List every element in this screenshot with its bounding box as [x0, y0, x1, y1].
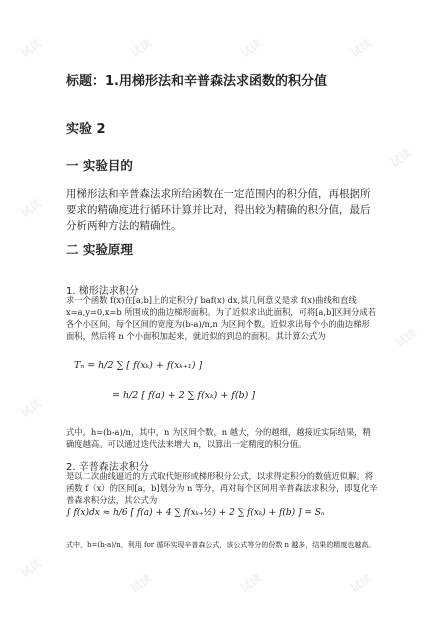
- subsection-heading-simpson: 2. 辛普森法求积分: [66, 462, 149, 473]
- section-heading-purpose: 一 实验目的: [66, 158, 133, 173]
- watermark: 试读: [238, 571, 265, 596]
- watermark: 试读: [128, 571, 155, 596]
- trapezoid-formula-line1: Tₙ = h/2 ∑ [ f(xₖ) + f(xₖ₊₁) ]: [74, 360, 203, 371]
- trapezoid-formula-line2: = h/2 [ f(a) + 2 ∑ f(xₖ) + f(b) ]: [112, 390, 256, 401]
- trapezoid-paragraph: 求一个函数 f(x)在[a,b]上的定积分∫ baf(x) dx,其几何意义是求 f(x)曲线和直线 x=a,y=0,x=b 所围成的曲边梯形面积。为了近似求出此面积，可将[a,b]区间分成若各个小区间，每个区间的宽度为(b-a)/n,n 为区间个数。近似求出每个小的曲边梯形面积，然后将 n 个小面积加起来，就近似的到总的面积。其计算公式为: [66, 295, 377, 341]
- simpson-explanation: 式中，h=(b-a)/n，利用 for 循环实现辛普森公式，该公式等分的份数 n 越多，结果的精度也越高。: [66, 541, 376, 549]
- watermark: 试读: [238, 36, 265, 61]
- document-title: 标题：1.用梯形法和辛普森法求函数的积分值: [66, 74, 327, 89]
- watermark: 试读: [18, 36, 45, 61]
- subsection-heading-trapezoid: 1. 梯形法求积分: [66, 286, 139, 297]
- section-heading-principle: 二 实验原理: [66, 242, 133, 257]
- watermark: 试读: [393, 326, 420, 351]
- watermark: 试读: [18, 196, 45, 221]
- simpson-formula: ∫ f(x)dx ≈ h/6 [ f(a) + 4 ∑ f(xₖ₊½) + 2 ∑ f(xₖ) + f(b) ] = Sₙ: [66, 508, 325, 518]
- trapezoid-explanation: 式中，h=(b-a)/n，其中，n 为区间个数，n 越大，分的越细，越接近实际结果，精确度越高。可以通过迭代法来增大 n，以算出一定精度的积分值。: [66, 427, 371, 449]
- watermark: 试读: [18, 396, 45, 421]
- simpson-paragraph: 是以二次曲线逼近的方式取代矩形或梯形积分公式，以求得定积分的数值近似解。将函数 f（x）的区间[a，b]划分为 n 等分，再对每个区间用辛普森法求积分，即复化辛普森求积分法，其公式为: [66, 471, 378, 505]
- watermark: 试读: [348, 36, 375, 61]
- purpose-paragraph: 用梯形法和辛普森法求所给函数在一定范围内的积分值，再根据所要求的精确度进行循环计算并比对，得出较为精确的积分值，最后分析两种方法的精确性。: [66, 188, 371, 232]
- watermark: 试读: [18, 556, 45, 581]
- watermark: 试读: [348, 571, 375, 596]
- watermark: 试读: [128, 36, 155, 61]
- experiment-number: 实验 2: [66, 122, 106, 137]
- watermark: 试读: [388, 146, 415, 171]
